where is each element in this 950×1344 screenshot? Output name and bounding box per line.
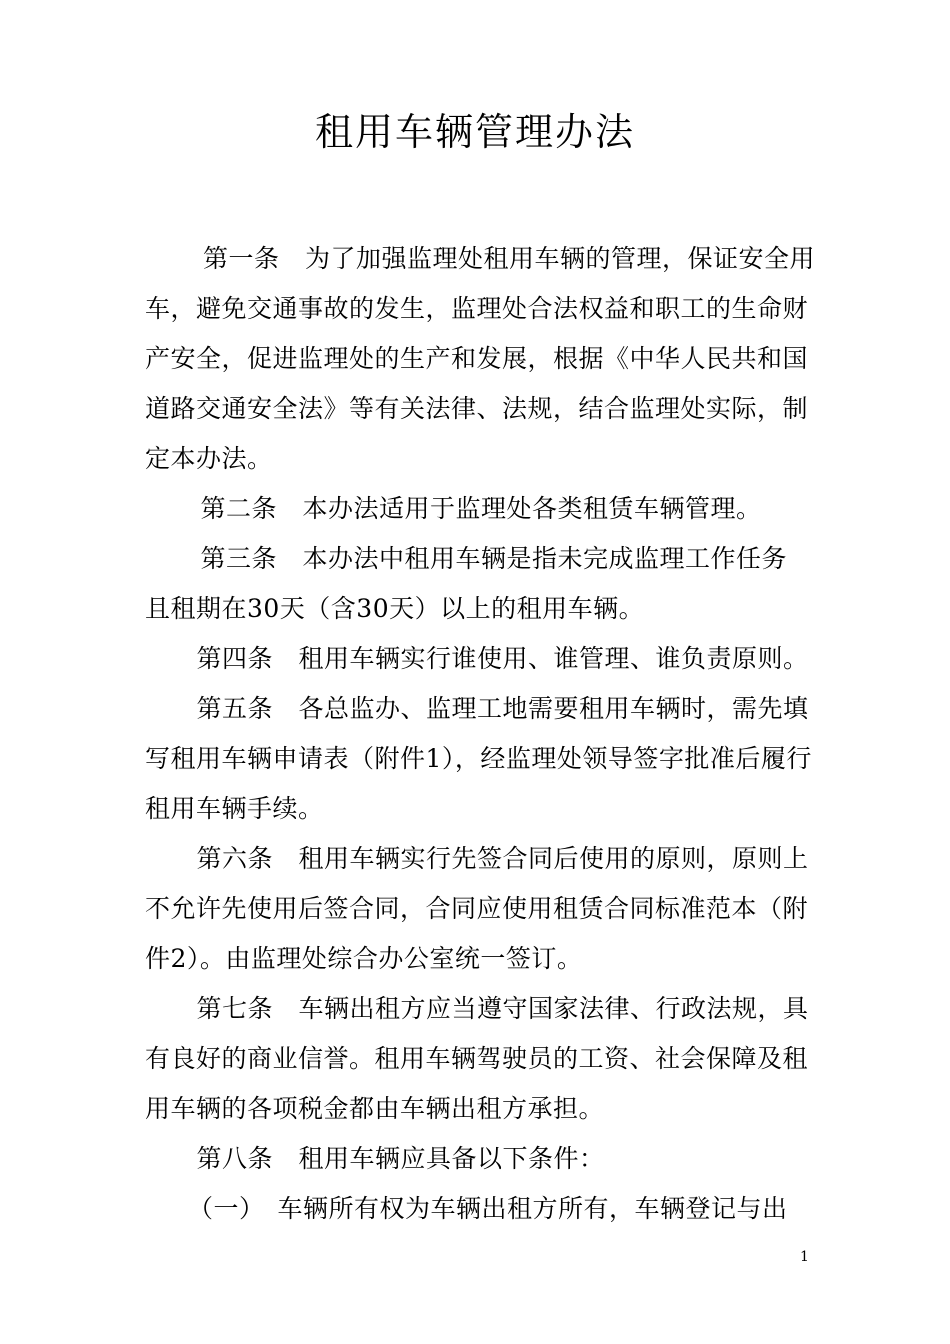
article-4-line-1: 第四条 租用车辆实行谁使用、谁管理、谁负责原则。 — [171, 644, 809, 673]
page-number: 1 — [800, 1249, 809, 1265]
article-1-label: 第一条 — [203, 244, 280, 273]
article-1-line-5: 定本办法。 — [145, 444, 273, 473]
article-5-line-3: 租用车辆手续。 — [145, 794, 324, 823]
article-3-line-1: 第三条 本办法中租用车辆是指未完成监理工作任务 — [175, 544, 788, 573]
article-6-line-3: 件2）。由监理处综合办公室统一签订。 — [145, 944, 583, 973]
article-6-line-2: 不允许先使用后签合同，合同应使用租赁合同标准范本（附 — [145, 894, 809, 923]
article-5-line-2: 写租用车辆申请表（附件1），经监理处领导签字批准后履行 — [145, 744, 812, 773]
article-8-line-1: 第八条 租用车辆应具备以下条件： — [171, 1144, 605, 1173]
article-1-line-2: 车，避免交通事故的发生，监理处合法权益和职工的生命财 — [145, 294, 809, 323]
article-3-line-2: 且租期在30天（含30天）以上的租用车辆。 — [145, 594, 645, 623]
article-7-line-2: 有良好的商业信誉。租用车辆驾驶员的工资、社会保障及租 — [145, 1044, 809, 1073]
article-2-line-1: 第二条 本办法适用于监理处各类租赁车辆管理。 — [175, 494, 762, 523]
document-title: 租用车辆管理办法 — [314, 110, 635, 154]
article-8-item-1-line-1: （一） 车辆所有权为车辆出租方所有，车辆登记与出 — [175, 1194, 788, 1223]
article-6-line-1: 第六条 租用车辆实行先签合同后使用的原则，原则上 — [171, 844, 809, 873]
article-7-line-1: 第七条 车辆出租方应当遵守国家法律、行政法规，具 — [171, 994, 809, 1023]
article-5-line-1: 第五条 各总监办、监理工地需要租用车辆时，需先填 — [171, 694, 809, 723]
article-7-line-3: 用车辆的各项税金都由车辆出租方承担。 — [145, 1094, 605, 1123]
article-1-line-1 — [145, 234, 815, 284]
article-1-line-3: 产安全，促进监理处的生产和发展，根据《中华人民共和国 — [145, 344, 809, 373]
article-1-text: 为了加强监理处租用车辆的管理，保证安全用 — [279, 244, 816, 273]
article-1-line-4: 道路交通安全法》等有关法律、法规，结合监理处实际，制 — [145, 394, 809, 423]
